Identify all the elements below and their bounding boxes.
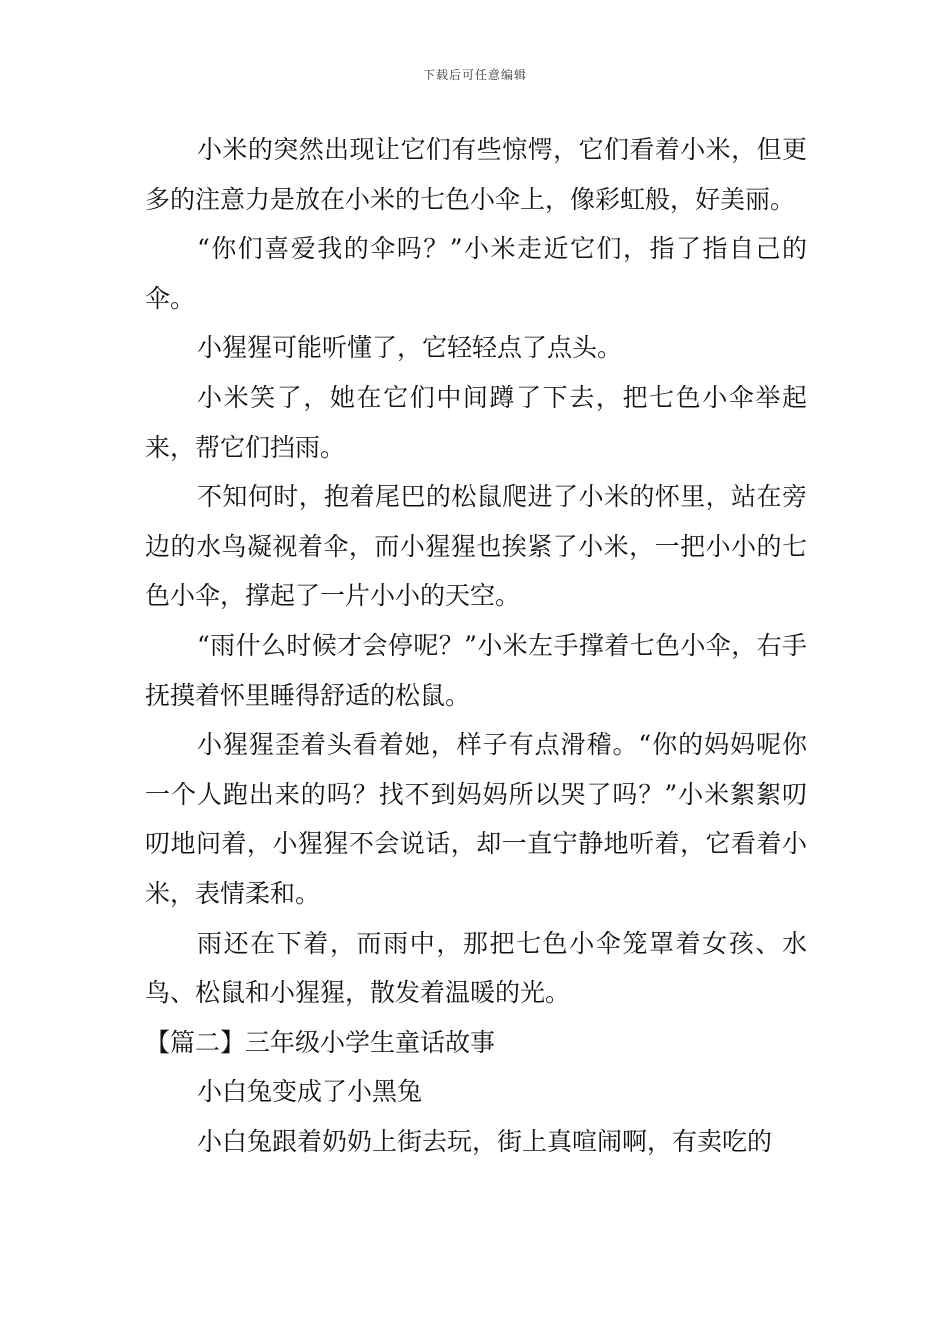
paragraph: 不知何时，抱着尾巴的松鼠爬进了小米的怀里，站在旁边的水鸟凝视着伞，而小猩猩也挨紧了小米，一把小小的七色小伞，撑起了一片小小的天空。 — [145, 482, 807, 611]
paragraph: 小猩猩歪着头看着她，样子有点滑稽。“你的妈妈呢你一个人跑出来的吗？找不到妈妈所以哭了吗？”小米絮絮叨叨地问着，小猩猩不会说话，却一直宁静地听着，它看着小米，表情柔和。 — [145, 730, 807, 908]
page-header: 下载后可任意编辑 — [422, 68, 527, 82]
section-heading: 【篇二】三年级小学生童话故事 — [145, 1027, 496, 1057]
paragraph: 小米的突然出现让它们有些惊愕，它们看着小米，但更多的注意力是放在小米的七色小伞上，像彩虹般，好美丽。 — [145, 135, 807, 214]
paragraph: “雨什么时候才会停呢？”小米左手撑着七色小伞，右手抚摸着怀里睡得舒适的松鼠。 — [145, 630, 807, 710]
paragraph: 小白兔跟着奶奶上街去玩，街上真喧闹啊，有卖吃的 — [197, 1126, 773, 1156]
paragraph: 小米笑了，她在它们中间蹲了下去，把七色小伞举起来，帮它们挡雨。 — [145, 382, 807, 462]
paragraph: 雨还在下着，而雨中，那把七色小伞笼罩着女孩、水鸟、松鼠和小猩猩，散发着温暖的光。 — [145, 928, 807, 1008]
paragraph: “你们喜爱我的伞吗？”小米走近它们，指了指自己的伞。 — [145, 234, 807, 313]
paragraph: 小猩猩可能听懂了，它轻轻点了点头。 — [197, 333, 623, 363]
document-body — [145, 125, 807, 1166]
story-title: 小白兔变成了小黑兔 — [197, 1077, 423, 1107]
